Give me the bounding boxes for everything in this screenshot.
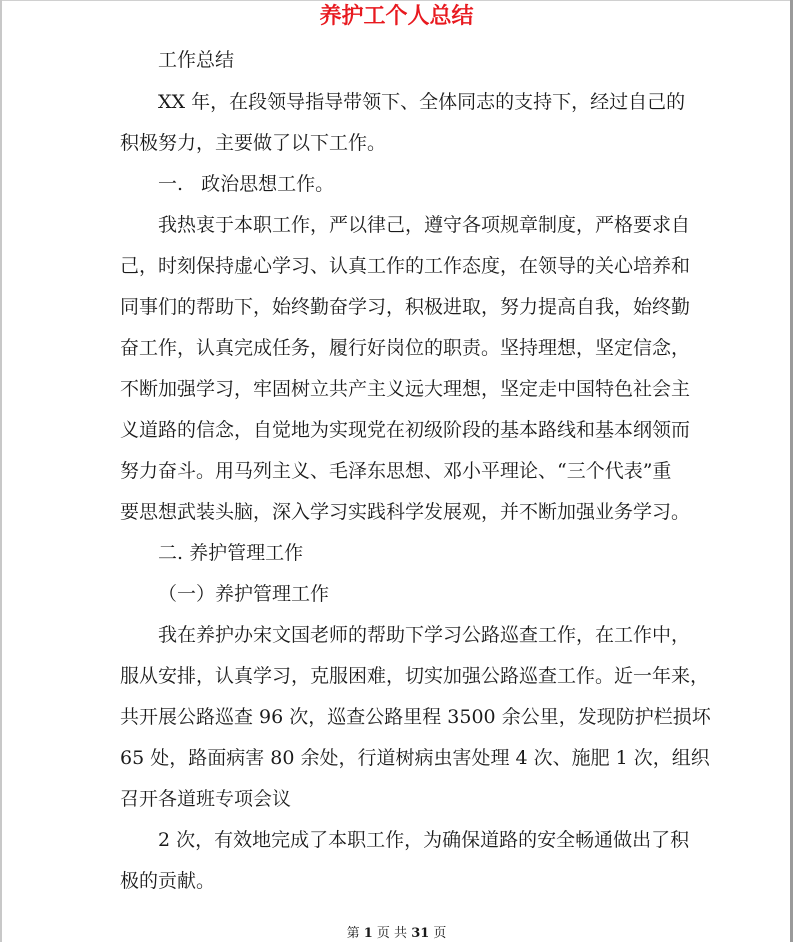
paragraph-line: 己，时刻保持虚心学习、认真工作的工作态度，在领导的关心培养和 [120,255,691,277]
paragraph-line: 同事们的帮助下，始终勤奋学习，积极进取，努力提高自我，始终勤 [120,296,691,318]
paragraph-line: 积极努力，主要做了以下工作。 [120,132,387,154]
paragraph-line: XX 年，在段领导指导带领下、全体同志的支持下，经过自己的 [158,91,686,113]
document-title: 养护工个人总结 [319,4,474,29]
page-left-edge [0,0,2,942]
paragraph-line: 极的贡献。 [120,870,216,892]
section-heading: 二. 养护管理工作 [158,542,304,564]
paragraph-line: 召开各道班专项会议 [120,788,292,810]
page-top-border [0,0,793,1]
paragraph-line: 义道路的信念，自觉地为实现党在初级阶段的基本路线和基本纲领而 [120,419,691,441]
paragraph-line: 我在养护办宋文国老师的帮助下学习公路巡查工作，在工作中， [158,624,691,646]
paragraph-line: 奋工作，认真完成任务，履行好岗位的职责。坚持理想，坚定信念， [120,337,691,359]
total-page-count: 31 [411,926,430,941]
footer-middle: 页 共 [376,926,408,941]
current-page-number: 1 [363,926,373,941]
paragraph-line: 努力奋斗。用马列主义、毛泽东思想、邓小平理论、“三个代表”重 [120,460,672,482]
paragraph-line: 共开展公路巡查 96 次，巡查公路里程 3500 余公里，发现防护栏损坏 [120,706,711,728]
paragraph-heading: 工作总结 [158,49,235,71]
subsection-heading: （一）养护管理工作 [158,583,330,605]
paragraph-line: 我热衷于本职工作，严以律己，遵守各项规章制度，严格要求自 [158,214,691,236]
paragraph-line: 2 次，有效地完成了本职工作，为确保道路的安全畅通做出了积 [158,829,690,851]
footer-prefix: 第 [346,926,360,941]
footer-suffix: 页 [433,926,447,941]
paragraph-line: 65 处，路面病害 80 余处，行道树病虫害处理 4 次、施肥 1 次，组织 [120,747,710,769]
paragraph-line: 服从安排，认真学习，克服困难，切实加强公路巡查工作。近一年来， [120,665,710,687]
section-heading: 一. 政治思想工作。 [158,173,335,195]
paragraph-line: 不断加强学习，牢固树立共产主义远大理想，坚定走中国特色社会主 [120,378,691,400]
paragraph-line: 要思想武装头脑，深入学习实践科学发展观，并不断加强业务学习。 [120,501,691,523]
page-footer [0,925,793,942]
